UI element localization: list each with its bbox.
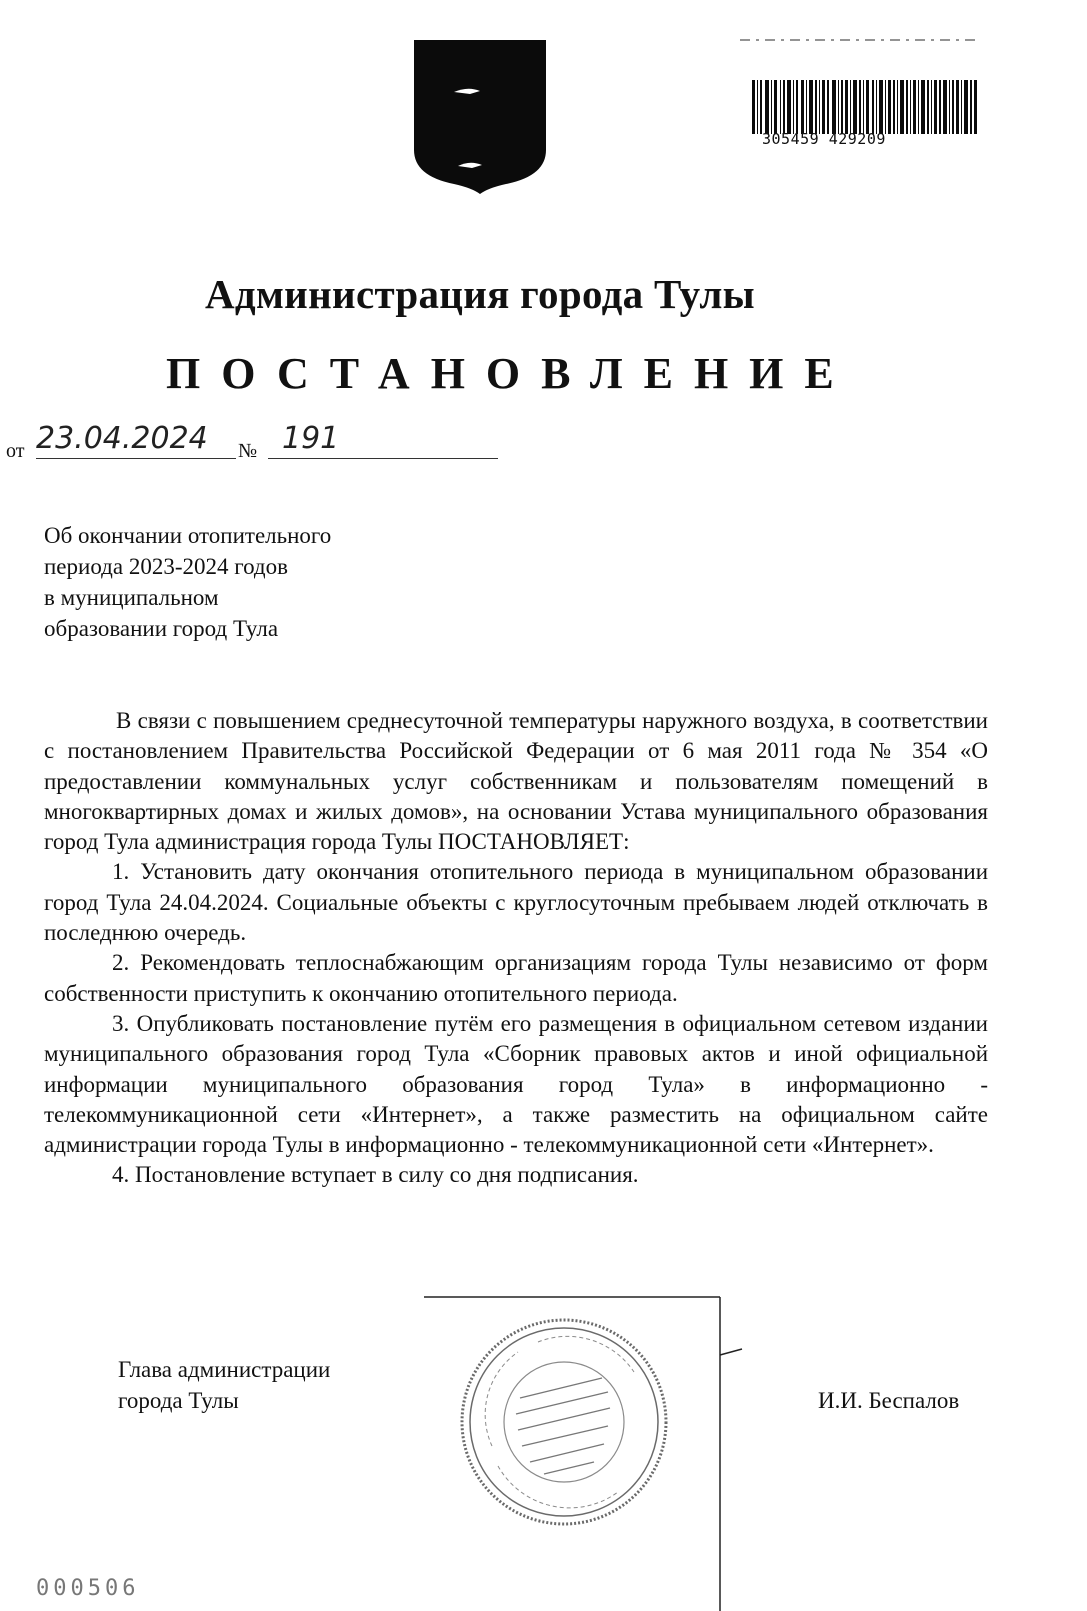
registration-number: 191: [268, 420, 498, 459]
position-line: города Тулы: [118, 1388, 239, 1413]
resolution-item: 1. Установить дату окончания отопительного периода в муниципальном образовании город Тула 24.04.2024. Социальные объекты с круглосуточным пребываем людей отключать в последнюю очередь.: [44, 859, 988, 946]
resolution-item: 3. Опубликовать постановление путём его размещения в официальном сетевом издании муниципального образования город Тула «Сборник правовых актов и иной официальной информации муниципального образования город Тула» в информационно - телекоммуникационной сети «Интернет», а также разместить на официальном сайте администрации города Тулы в информационно - телекоммуникационной сети «Интернет».: [44, 1010, 988, 1158]
coat-of-arms-icon: [410, 38, 550, 196]
subject-line: в муниципальном: [44, 585, 219, 610]
official-seal-icon: [458, 1316, 670, 1528]
barcode-number: 305459 429209: [762, 130, 886, 148]
document-type: ПОСТАНОВЛЕНИЕ: [166, 349, 855, 398]
signatory-position: [118, 1354, 330, 1416]
barcode-top-dash: [740, 38, 976, 42]
organization-title: Администрация города Тулы: [205, 271, 755, 317]
barcode-icon: [752, 80, 978, 134]
registration-line: [2, 420, 502, 466]
signatory-name: И.И. Беспалов: [818, 1388, 960, 1413]
date-prefix: от: [6, 440, 25, 462]
subject-line: периода 2023-2024 годов: [44, 554, 288, 579]
document-serial: 000506: [36, 1576, 140, 1601]
resolution-item: 2. Рекомендовать теплоснабжающим организациям города Тулы независимо от форм собственности приступить к окончанию отопительного периода.: [44, 950, 988, 1006]
document-subject: [44, 520, 484, 644]
registration-date: 23.04.2024: [36, 420, 236, 459]
subject-line: Об окончании отопительного: [44, 523, 332, 548]
preamble-paragraph: В связи с повышением среднесуточной температуры наружного воздуха, в соответствии с постановлением Правительства Российской Федерации от 6 мая 2011 года № 354 «О предоставлении коммунальных услуг собственникам и пользователям помещений в многоквартирных домах и жилых домов», на основании Устава муниципального образования город Тула администрация города Тулы ПОСТАНОВЛЯЕТ:: [44, 708, 988, 855]
subject-line: образовании город Тула: [44, 616, 279, 641]
number-sign: №: [238, 440, 258, 462]
resolution-item: 4. Постановление вступает в силу со дня подписания.: [112, 1162, 639, 1188]
position-line: Глава администрации: [118, 1357, 331, 1382]
document-body: [44, 706, 988, 1191]
